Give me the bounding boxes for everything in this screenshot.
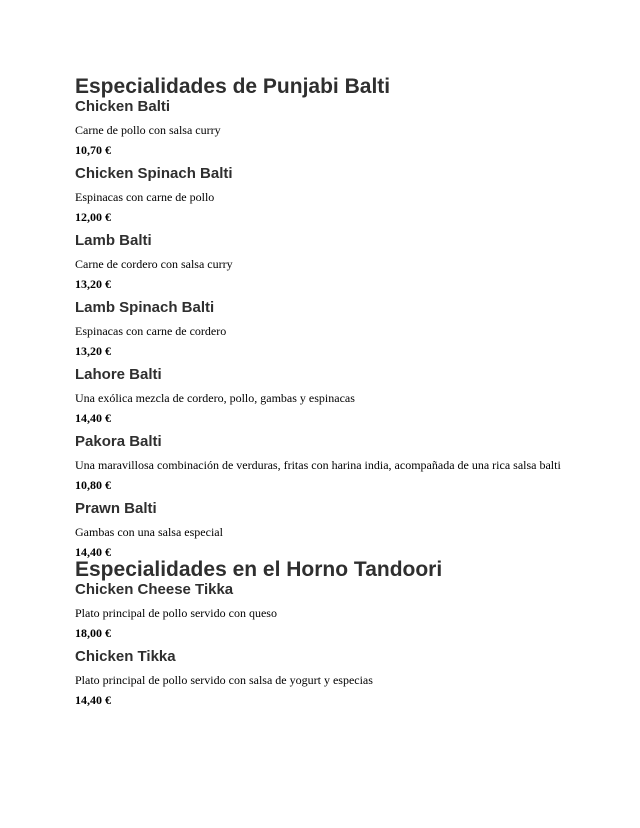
item-name: Chicken Tikka [75,648,176,665]
item-name: Chicken Spinach Balti [75,165,233,182]
item-description: Espinacas con carne de cordero [75,324,227,338]
menu-section [75,76,570,559]
item-price: 14,40 € [75,411,111,425]
item-description: Una maravillosa combinación de verduras, fritas con harina india, acompañada de una rica salsa balti [75,458,561,472]
item-price: 12,00 € [75,210,111,224]
menu-document [75,76,570,707]
menu-item [75,366,570,425]
menu-item [75,232,570,291]
item-price: 14,40 € [75,693,111,707]
section-title: Especialidades de Punjabi Balti [75,75,391,98]
item-price: 13,20 € [75,277,111,291]
item-price: 18,00 € [75,626,111,640]
menu-item [75,581,570,640]
menu-item [75,165,570,224]
item-price: 10,70 € [75,143,111,157]
item-name: Chicken Cheese Tikka [75,581,234,598]
menu-section [75,559,570,707]
menu-item [75,500,570,559]
menu-item [75,299,570,358]
item-description: Espinacas con carne de pollo [75,190,215,204]
menu-item [75,98,570,157]
item-name: Lahore Balti [75,366,162,383]
item-description: Plato principal de pollo servido con queso [75,606,277,620]
item-name: Lamb Balti [75,232,152,249]
item-price: 14,40 € [75,545,111,559]
item-description: Plato principal de pollo servido con salsa de yogurt y especias [75,673,373,687]
section-title: Especialidades en el Horno Tandoori [75,558,443,581]
item-name: Prawn Balti [75,500,157,517]
item-description: Gambas con una salsa especial [75,525,223,539]
item-name: Lamb Spinach Balti [75,299,215,316]
item-description: Carne de pollo con salsa curry [75,123,221,137]
item-name: Pakora Balti [75,433,162,450]
menu-item [75,433,570,492]
item-description: Carne de cordero con salsa curry [75,257,233,271]
item-price: 13,20 € [75,344,111,358]
item-name: Chicken Balti [75,98,171,115]
item-price: 10,80 € [75,478,111,492]
item-description: Una exólica mezcla de cordero, pollo, gambas y espinacas [75,391,355,405]
menu-item [75,648,570,707]
